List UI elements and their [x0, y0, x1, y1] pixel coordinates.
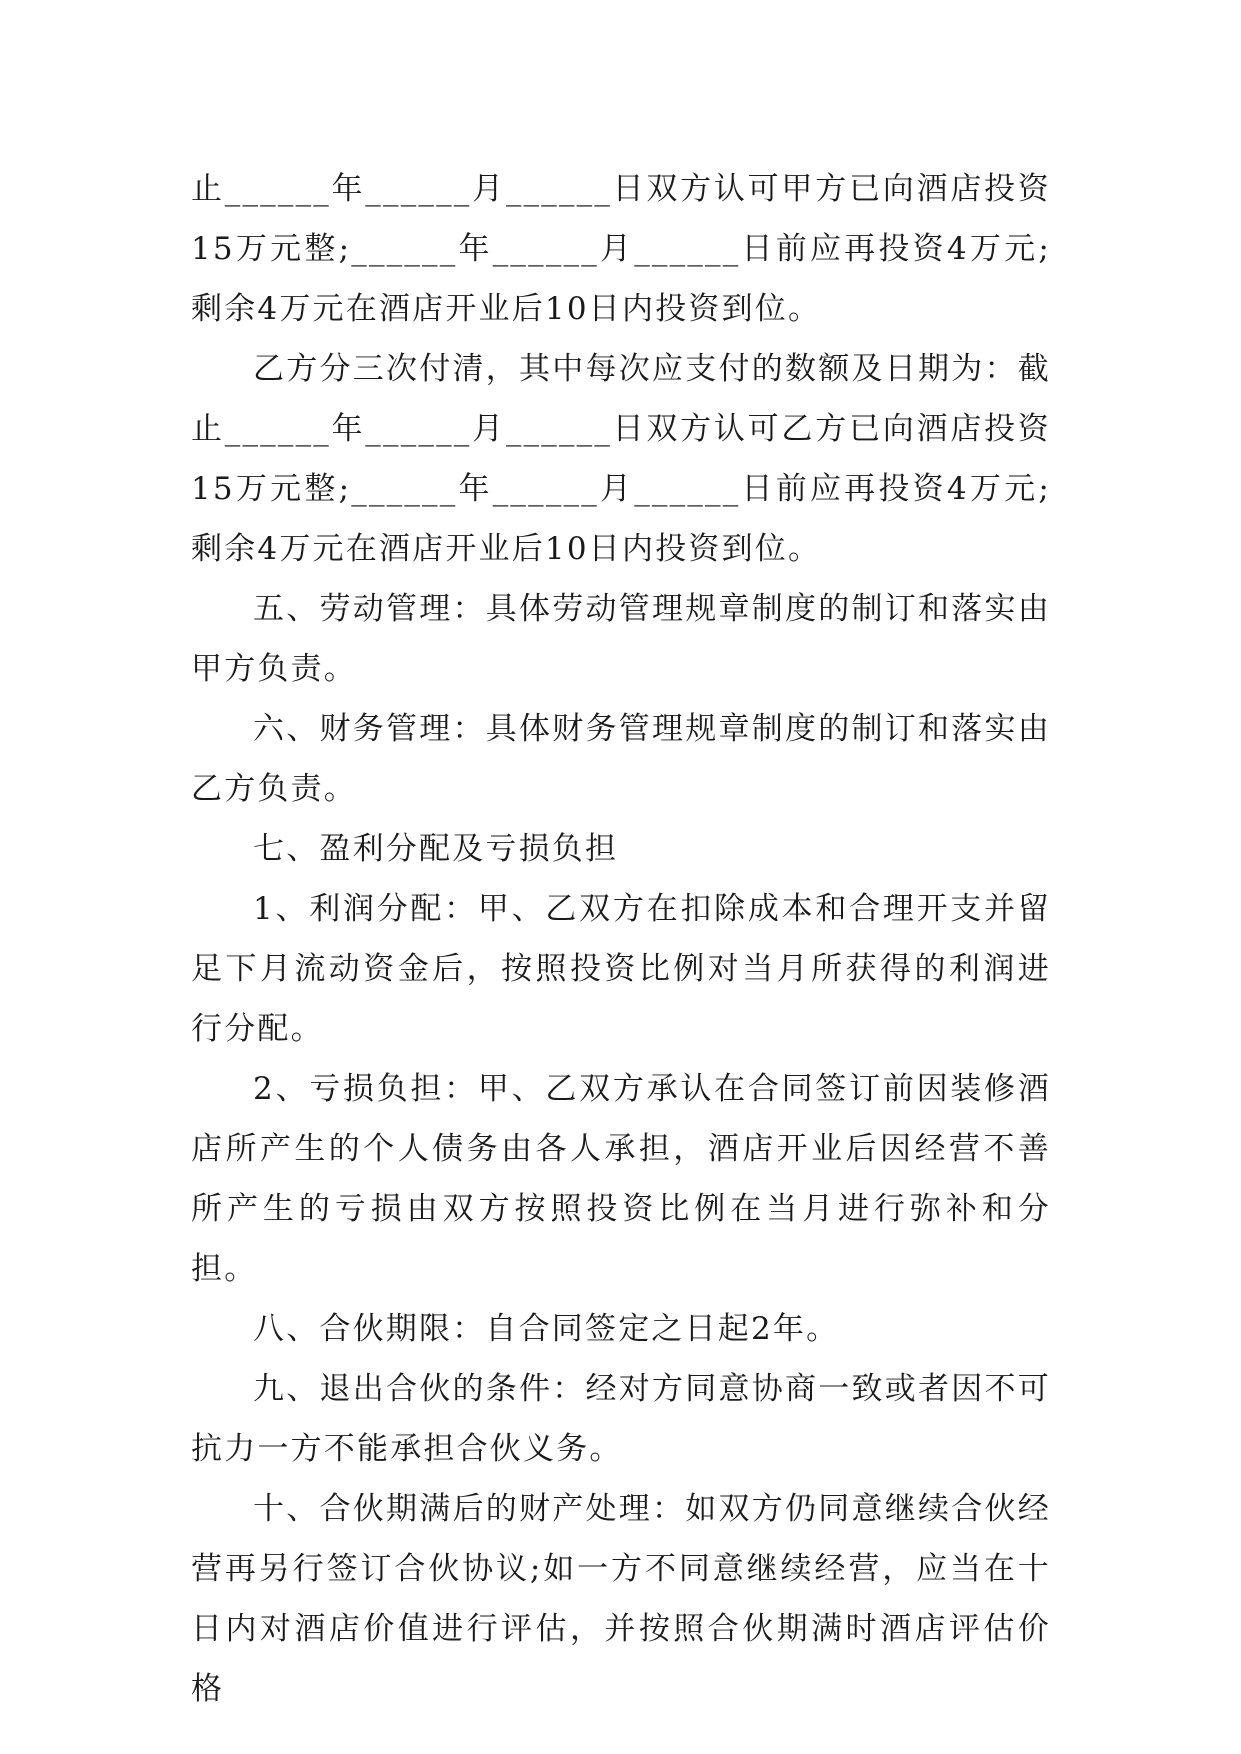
paragraph-labor-management: 五、劳动管理：具体劳动管理规章制度的制订和落实由甲方负责。	[191, 591, 1051, 687]
paragraph-property-disposal: 十、合伙期满后的财产处理：如双方仍同意继续合伙经营再另行签订合伙协议;如一方不同意继续经营，应当在十日内对酒店价值进行评估，并按照合伙期满时酒店评估价格	[191, 1491, 1051, 1707]
paragraph-investment-party-b: 乙方分三次付清，其中每次应支付的数额及日期为：截止______年______月______日双方认可乙方已向酒店投资15万元整;______年______月______日前应再投资4万元;剩余4万元在酒店开业后10日内投资到位。	[191, 351, 1051, 567]
paragraph-financial-management: 六、财务管理：具体财务管理规章制度的制订和落实由乙方负责。	[191, 711, 1051, 807]
paragraph-withdrawal-conditions: 九、退出合伙的条件：经对方同意协商一致或者因不可抗力一方不能承担合伙义务。	[191, 1371, 1051, 1467]
paragraph-investment-party-a-continued: 止______年______月______日双方认可甲方已向酒店投资15万元整;______年______月______日前应再投资4万元;剩余4万元在酒店开业后10日内投资到位。	[191, 171, 1051, 327]
section-heading-profit-loss: 七、盈利分配及亏损负担	[253, 831, 619, 867]
paragraph-partnership-term: 八、合伙期限：自合同签定之日起2年。	[253, 1311, 840, 1347]
paragraph-loss-bearing: 2、亏损负担：甲、乙双方承认在合同签订前因装修酒店所产生的个人债务由各人承担，酒店开业后因经营不善所产生的亏损由双方按照投资比例在当月进行弥补和分担。	[191, 1071, 1051, 1287]
document-body	[191, 159, 1051, 1719]
paragraph-profit-distribution: 1、利润分配：甲、乙双方在扣除成本和合理开支并留足下月流动资金后，按照投资比例对当月所获得的利润进行分配。	[191, 891, 1051, 1047]
